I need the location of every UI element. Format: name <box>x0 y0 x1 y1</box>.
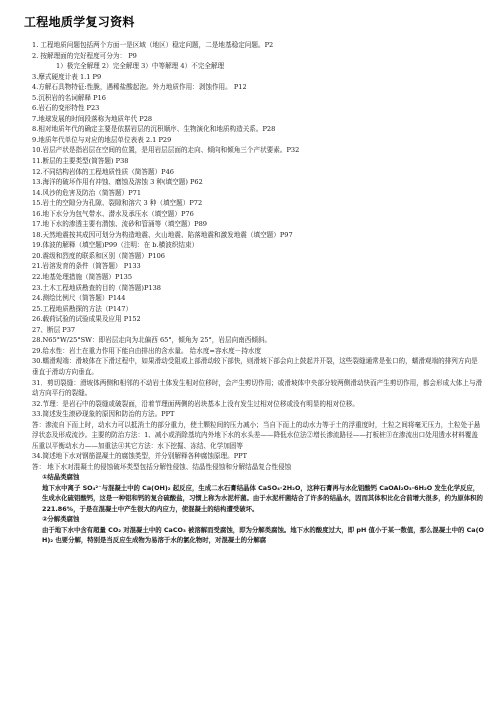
list-item: 34.简述地下水对钢筋混凝土的腐蚀类型，并分别解释各种腐蚀原理。PPT <box>32 452 247 461</box>
list-item: 27、断层 P37 <box>32 325 76 334</box>
section-heading: ①结晶类腐蚀 <box>42 473 80 482</box>
list-item: 4.方解石具物特征:性脆，遇稀盐酸起泡。外力地质作用：剥蚀作用。 P12 <box>32 83 247 92</box>
answer-paragraph: 由于地下水中含有超量 CO₂ 对混凝土中的 CaCO₃ 被溶解而受腐蚀，即为分解类腐蚀。地下水的酸度过大，即 pH 值小于某一数值，那么混凝土中的 Ca(OH)₂ 也要分解，特别是当反应生成物为易溶于水的氯化物时，对混凝土的分解腐 <box>42 525 484 545</box>
answer-paragraph: 答：渗流自下而上时，动水力可以抵消土的部分重力，使土颗粒间的压力减小；当自下而上的动水力等于土的浮重度时，土粒之间将毫无压力，土粒处于悬浮状态及形成流沙。主要的防治方法：1、减小或消除基坑内外地下水的水头差——降低水位法②增长渗流路径——打板桩③在渗流出口处用透水材料覆盖压重以平衡动水力——加重法④其它方法：水下挖掘、冻结、化学加固等 <box>32 420 481 450</box>
list-item: 25.工程地质勘探的方法（P147） <box>32 304 133 313</box>
list-item: 17.地下水的渗透主要有潜蚀、流砂和管涌等（填空题）P89 <box>32 220 207 229</box>
list-item: 33.简述发生滚砂现象的原因和防治的方法。PPT <box>32 410 175 419</box>
list-item: 14.风沙的危害及防治（简答题）P71 <box>32 188 142 197</box>
list-item: 13.海洋的破坏作用有冲蚀、磨蚀及溶蚀 3 种(填空题) P62 <box>32 178 203 187</box>
list-item: 3.摩式硬度计表 1.1 P9 <box>32 72 102 81</box>
list-item: 29.给水性：岩土在重力作用下能自由排出的含水量。 给水度=容水度－持水度 <box>32 346 262 355</box>
list-item: 10.岩层产状是指岩层在空间的位置，是用岩层层面的走向、倾向和倾角三个产状要素。P32 <box>32 146 300 155</box>
document-body <box>32 40 484 546</box>
answer-paragraph: 答： 地下水对混凝土的侵蚀破坏类型包括分解性侵蚀、结晶性侵蚀和分解结晶复合性侵蚀 <box>32 462 292 471</box>
answer-paragraph: 地下水中离子 SO₄²⁻与混凝土中的 Ca(OH)₂ 起反应，生成二水石膏结晶体 CaSO₄·2H₂O，这种石膏再与水化铝酸钙 CaOAl₂O₃·6H₂O 发生化学反应，生成水化硫铝酸钙，这是一种铝和钙的复合硫酸盐，习惯上称为水泥杆菌。由于水泥杆菌结合了许多的结晶水，因而其体积比化合前增大很多，约为原体积的 221.86%，于是在混凝土中产生很大的内应力，使混凝土的结构遭受破坏。 <box>42 483 483 513</box>
list-item: 26.载荷试验的试验成果及应用 P152 <box>32 315 141 324</box>
list-item: 22.地基处理措施（简答题）P135 <box>32 273 133 282</box>
list-item: 1）极完全解理 2）完全解理 3）中等解理 4）不完全解理 <box>56 62 225 71</box>
list-item: 7.地球发展的时间段落称为地质年代 P28 <box>32 114 153 123</box>
list-item: 1. 工程地质问题包括两个方面一是区域（地区）稳定问题，二是地基稳定问题。P2 <box>32 41 274 49</box>
list-item: 30.蠕滑观端：滑坡体在下滑过程中，如果滑动受阻或上部滑动较下部快，则滑坡下部会向上鼓起并开裂，这些裂缝通常是张口的，蠕滑观端的排列方向是垂直于滑动方向垂直。 <box>32 357 478 376</box>
section-heading: ②分解类腐蚀 <box>42 515 80 524</box>
list-item: 11.断层的主要类型(简答题) P38 <box>32 157 129 166</box>
list-item: 12.不同结构岩体的工程地质性质（简答题）P46 <box>32 167 174 176</box>
list-item: 28.N65°W/25°SW：即岩层走向为北偏西 65°，倾角为 25°，岩层向南西倾斜。 <box>32 336 272 345</box>
list-item: 21.岩溶发育的条件（简答题） P133 <box>32 262 141 271</box>
list-item: 18.天然地震按其成因可划分为构造地震、火山地震、陷落地震和激发地震（填空题）P97 <box>32 230 293 239</box>
list-item: 9.地质年代单位与对应的地层单位表表 2.1 P29 <box>32 135 172 144</box>
list-item: 15.岩土的空隙分为孔隙、裂隙和溶穴 3 种（填空题）P72 <box>32 199 203 208</box>
list-item: 8.相对地质年代的确定主要是依据岩层的沉积顺序、生物演化和地质构造关系。P28 <box>32 125 276 134</box>
document-title: 工程地质学复习资料 <box>24 15 135 29</box>
list-item: 19.体波的解释（填空题)P99（注明：在 b.横波织结束） <box>32 241 199 250</box>
list-item: 24.测绘比例尺（简答题）P144 <box>32 294 126 303</box>
list-item: 31．剪切裂缝：滑坡体两侧和相邻的不动岩土体发生相对位移时，会产生剪切作用；或滑坡体中央部分较两侧滑动快而产生剪切作用，都会形成大体上与滑动方向平行的裂缝。 <box>32 378 483 398</box>
list-item: 32.节理：是岩石中的裂缝或破裂面，沿着节理面两侧的岩块基本上没有发生过相对位移或没有明显的相对位移。 <box>32 399 359 408</box>
list-item: 16.地下水分为包气带水、潜水及承压水（填空题）P76 <box>32 209 194 218</box>
list-item: 2. 按解理面的完好程度可分为： P9 <box>32 51 137 60</box>
list-item: 5.沉积岩的名词解释 P16 <box>32 93 106 102</box>
list-item: 20.震级和烈度的联系和区别（简答题）P106 <box>32 251 166 260</box>
list-item: 6.岩石的变形特性 P23 <box>32 104 100 113</box>
list-item: 23.土木工程地质勘查的目的（简答题)P138 <box>32 283 161 292</box>
